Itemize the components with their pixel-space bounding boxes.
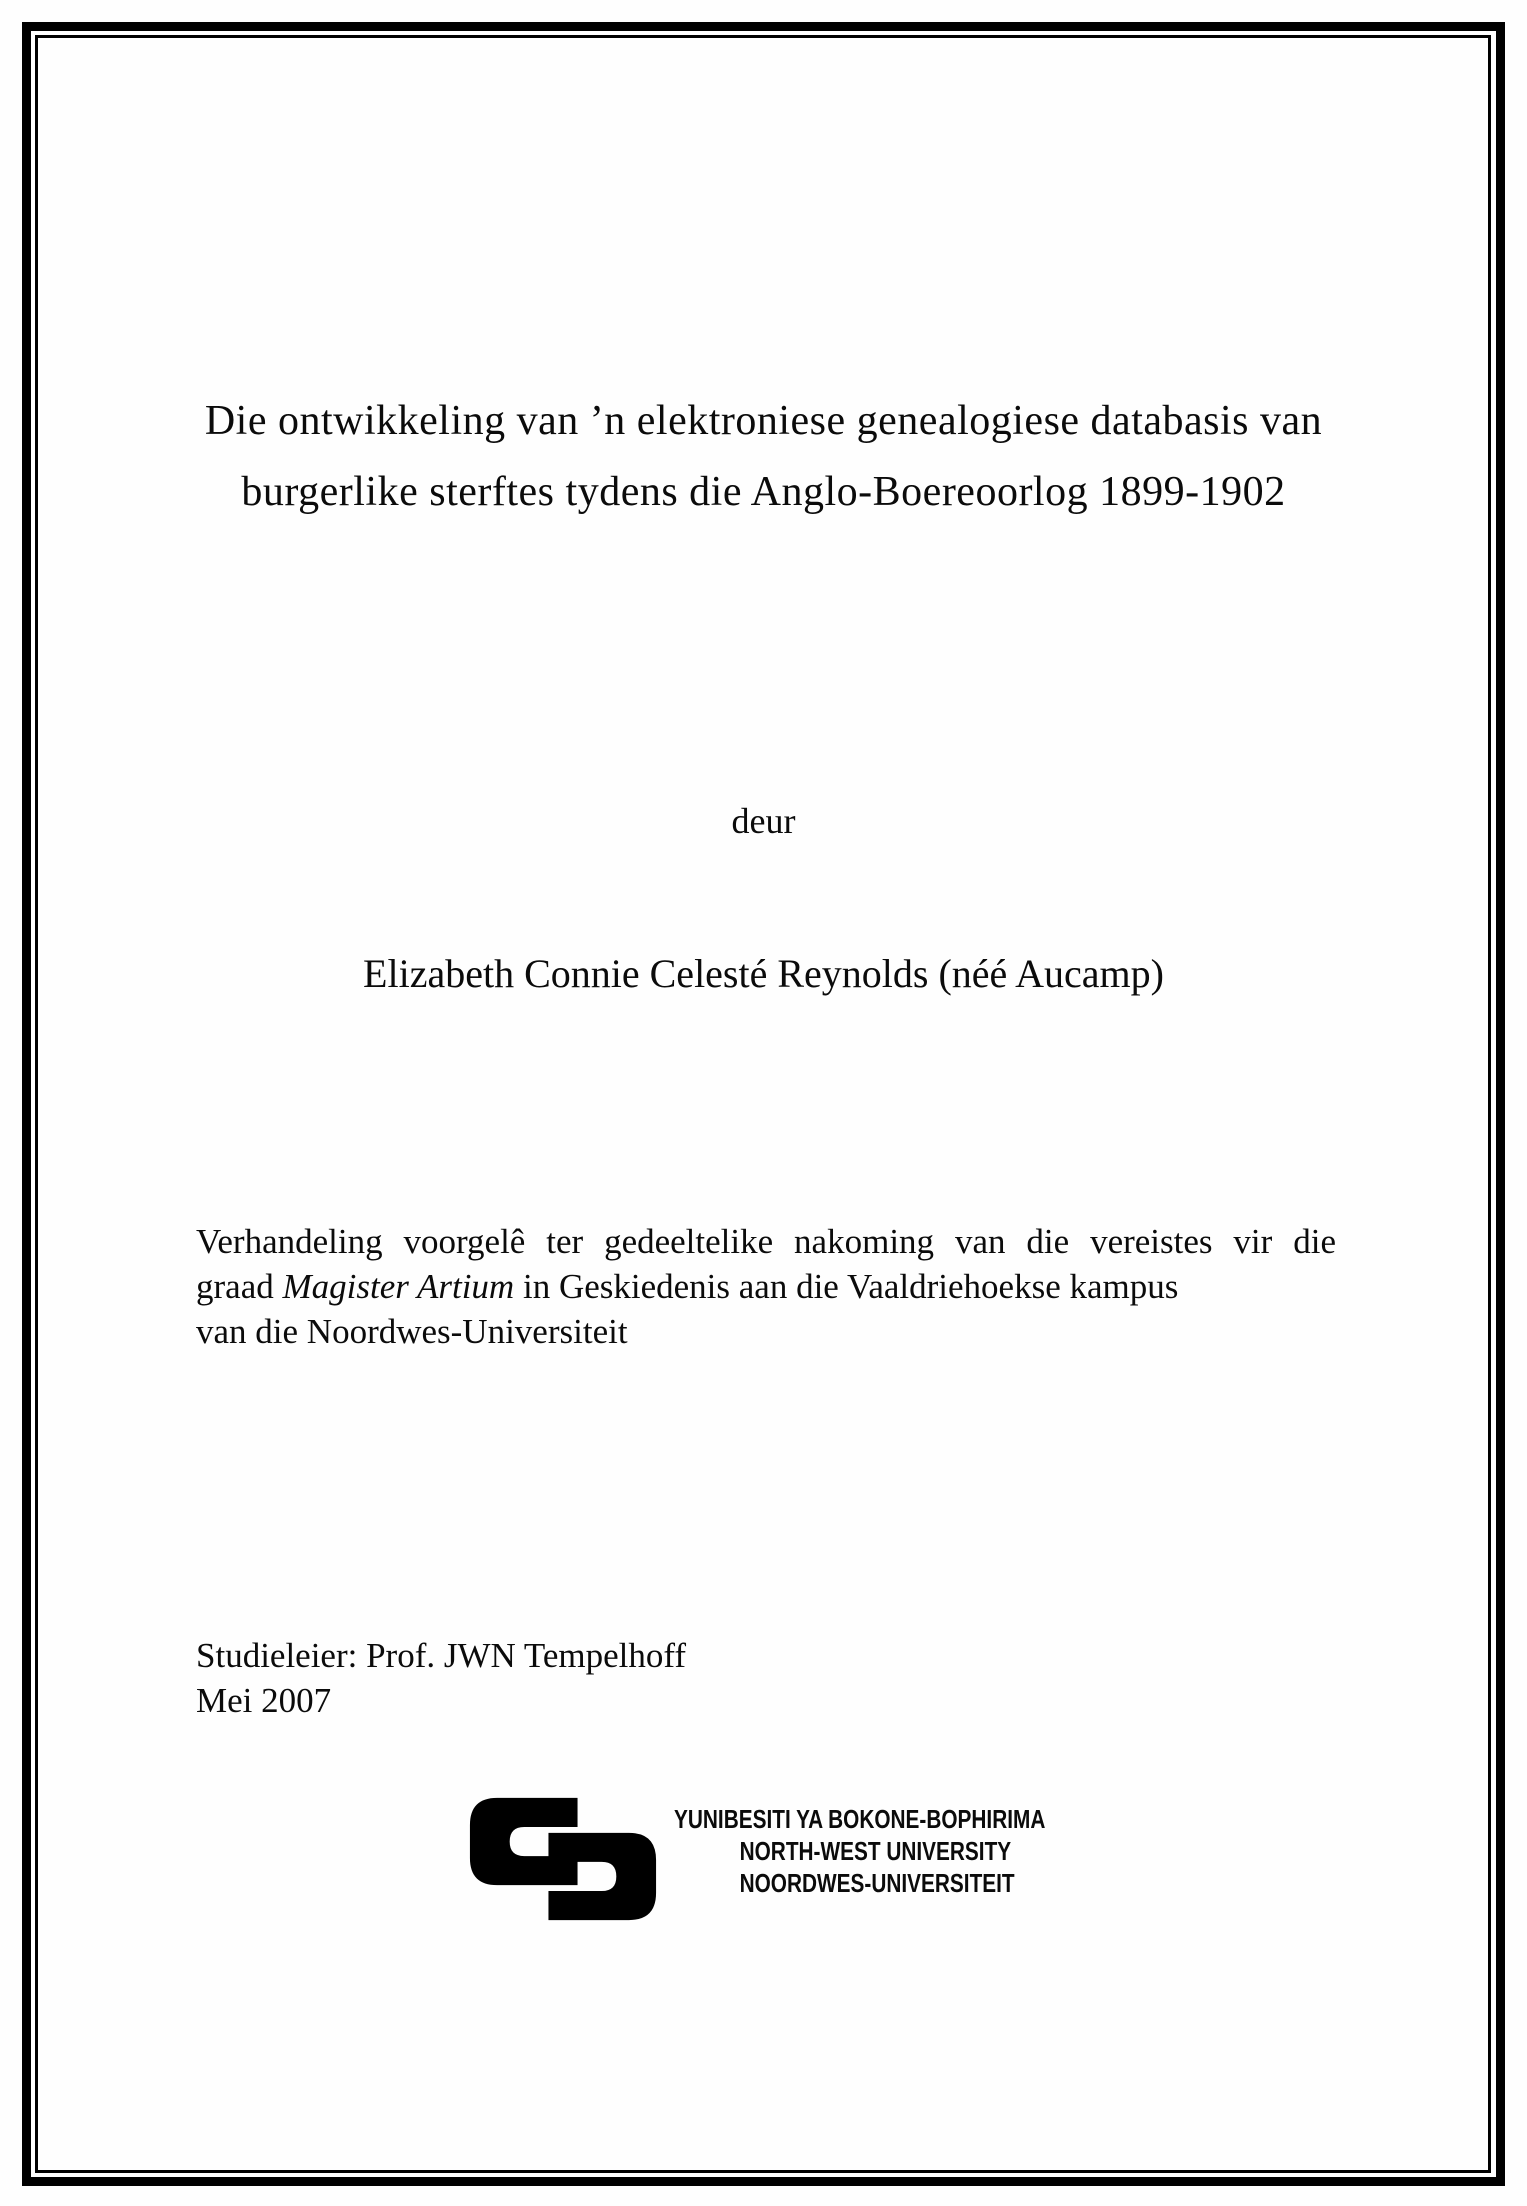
byline-label: deur <box>731 801 796 841</box>
thesis-title-line-2: burgerlike sterftes tydens die Anglo-Boereoorlog 1899-1902 <box>241 468 1286 515</box>
date-line: Mei 2007 <box>196 1680 332 1720</box>
thesis-statement <box>196 1220 1336 1354</box>
university-logo <box>468 1794 1138 1924</box>
statement-line-3: van die Noordwes-Universiteit <box>196 1311 628 1351</box>
supervisor-line: Studieleier: Prof. JWN Tempelhoff <box>196 1636 687 1675</box>
logo-text-line-1: YUNIBESITI YA BOKONE-BOPHIRIMA <box>674 1804 1046 1834</box>
nwu-logo-icon <box>468 1794 658 1924</box>
thesis-title-line-1: Die ontwikkeling van ’n elektroniese genealogiese databasis van <box>204 398 1323 444</box>
degree-name: Magister Artium <box>282 1266 515 1306</box>
statement-line-1: Verhandeling voorgelê ter gedeeltelike nakoming van die vereistes vir die <box>196 1222 1336 1261</box>
statement-line-2 <box>196 1265 1336 1310</box>
logo-text-line-3: NOORDWES-UNIVERSITEIT <box>739 1868 1015 1898</box>
logo-text-line-2: NORTH-WEST UNIVERSITY <box>739 1836 1012 1866</box>
thesis-title <box>110 386 1417 527</box>
statement-line-2-suffix: in Geskiedenis aan die Vaaldriehoekse kampus <box>514 1266 1179 1306</box>
author-name: Elizabeth Connie Celesté Reynolds (néé Aucamp) <box>363 951 1164 996</box>
supervisor-block <box>196 1634 686 1724</box>
university-logo-text <box>674 1803 1045 1899</box>
statement-line-2-prefix: graad <box>196 1266 283 1306</box>
